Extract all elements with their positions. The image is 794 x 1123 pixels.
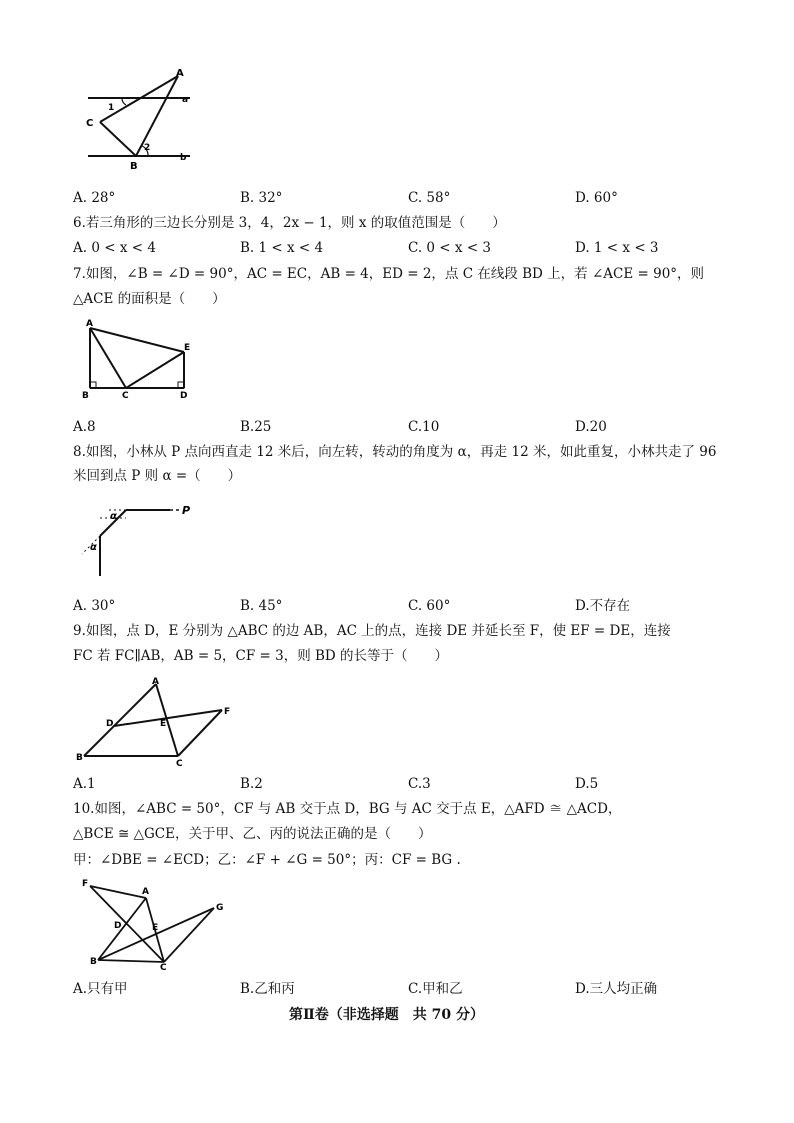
q8-option-b: B. 45°: [240, 598, 283, 614]
q5-label-C: C: [86, 118, 94, 129]
q8-option-d: D.不存在: [575, 598, 631, 614]
q8-label-P: P: [182, 504, 191, 517]
q10-label-E: E: [152, 923, 159, 933]
q8-stem-line1: 8.如图，小林从 P 点向西直走 12 米后，向左转，转动的角度为 α，再走 12 米，如此重复，小林共走了 96: [73, 444, 717, 460]
q7-label-C: C: [122, 391, 129, 401]
q10-option-a: A.只有甲: [73, 981, 128, 997]
q8-option-a: A. 30°: [73, 598, 116, 614]
q5-option-b: B. 32°: [240, 190, 283, 206]
q9-option-d: D.5: [575, 776, 599, 792]
q10-stem-line1: 10.如图，∠ABC = 50°，CF 与 AB 交于点 D，BG 与 AC 交于点 E，△AFD ≅ △ACD，: [73, 801, 622, 817]
q5-figure: [80, 66, 210, 176]
q9-label-F: F: [224, 707, 231, 717]
q9-label-B: B: [76, 753, 83, 763]
q5-option-c: C. 58°: [408, 190, 451, 206]
q8-option-c: C. 60°: [408, 598, 451, 614]
q7-option-c: C.10: [408, 419, 440, 435]
q10-figure: [78, 878, 238, 978]
q10-label-B: B: [90, 957, 97, 967]
q10-option-b: B.乙和丙: [240, 981, 295, 997]
q7-option-a: A.8: [73, 419, 96, 435]
q7-stem-line2: △ACE 的面积是（ ）: [73, 291, 226, 307]
q7-option-b: B.25: [240, 419, 272, 435]
q9-stem-line1: 9.如图，点 D，E 分别为 △ABC 的边 AB，AC 上的点，连接 DE 并延长至 F，使 EF = DE，连接: [73, 623, 671, 639]
q5-option-a: A. 28°: [73, 190, 116, 206]
q10-label-A: A: [142, 887, 149, 897]
q7-label-A: A: [86, 319, 93, 329]
q9-label-D: D: [106, 719, 114, 729]
q6-option-c: C. 0 < x < 3: [408, 240, 492, 256]
q10-stem-line3: 甲：∠DBE = ∠ECD；乙：∠F + ∠G = 50°；丙：CF = BG .: [73, 852, 461, 868]
q7-label-B: B: [82, 391, 89, 401]
section-title: 第Ⅱ卷（非选择题 共 70 分）: [289, 1007, 485, 1023]
q5-label-2: 2: [144, 143, 151, 153]
q7-figure: [80, 316, 210, 406]
q5-label-A: A: [176, 68, 184, 79]
q7-stem-line1: 7.如图，∠B = ∠D = 90°，AC = EC，AB = 4，ED = 2，点 C 在线段 BD 上，若 ∠ACE = 90°，则: [73, 266, 705, 282]
q9-label-A: A: [152, 677, 159, 687]
q6-option-a: A. 0 < x < 4: [73, 240, 156, 256]
q9-stem-line2: FC 若 FC∥AB，AB = 5，CF = 3，则 BD 的长等于（ ）: [73, 648, 449, 664]
q8-label-alpha2: α: [90, 542, 97, 553]
q9-figure: [74, 674, 254, 774]
q6-option-d: D. 1 < x < 3: [575, 240, 659, 256]
q10-label-F: F: [82, 879, 89, 889]
q10-option-d: D.三人均正确: [575, 981, 658, 997]
q5-option-d: D. 60°: [575, 190, 618, 206]
q5-label-a: a: [182, 95, 189, 105]
q5-label-b: b: [180, 153, 187, 163]
q10-label-D: D: [114, 921, 122, 931]
q6-stem: 6.若三角形的三边长分别是 3，4，2x − 1，则 x 的取值范围是（ ）: [73, 215, 506, 231]
q10-option-c: C.甲和乙: [408, 981, 463, 997]
q8-label-alpha1: α: [110, 511, 117, 522]
q5-label-1: 1: [108, 103, 115, 113]
q7-label-D: D: [180, 391, 188, 401]
q7-option-d: D.20: [575, 419, 607, 435]
q9-option-c: C.3: [408, 776, 431, 792]
q9-option-b: B.2: [240, 776, 263, 792]
q10-label-C: C: [160, 963, 167, 973]
q7-label-E: E: [184, 343, 191, 353]
q8-stem-line2: 米回到点 P 则 α =（ ）: [73, 468, 242, 484]
q9-label-C: C: [176, 759, 183, 769]
q6-option-b: B. 1 < x < 4: [240, 240, 324, 256]
q8-figure: [78, 500, 208, 580]
q9-label-E: E: [160, 719, 167, 729]
q10-label-G: G: [216, 903, 224, 913]
q5-label-B: B: [130, 161, 138, 172]
q10-stem-line2: △BCE ≅ △GCE，关于甲、乙、丙的说法正确的是（ ）: [73, 826, 432, 842]
q9-option-a: A.1: [73, 776, 96, 792]
